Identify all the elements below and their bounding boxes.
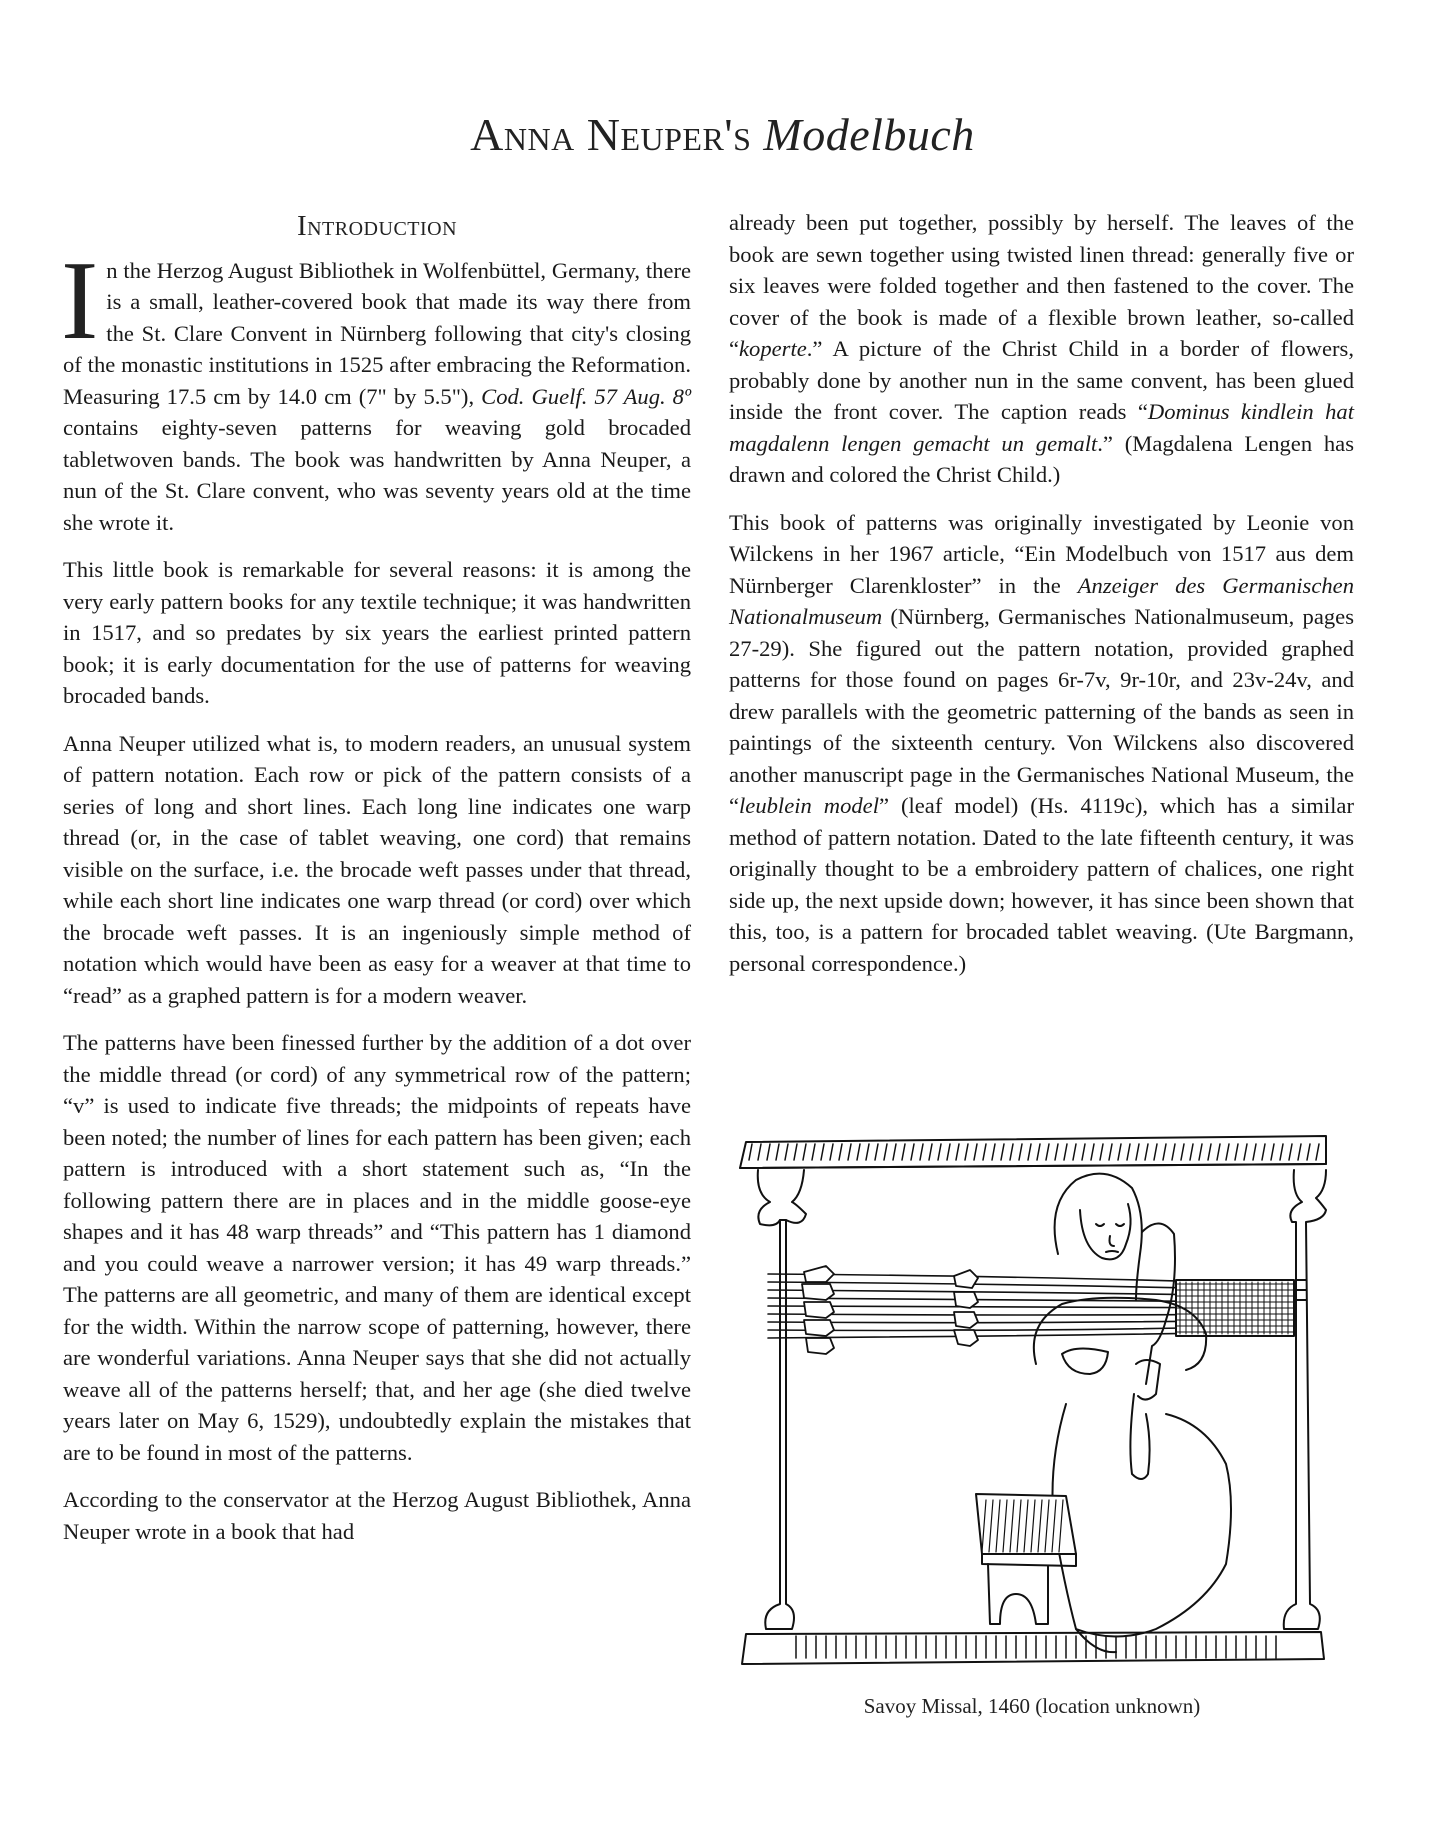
- italic-term: leublein model: [739, 793, 879, 818]
- figure-caption: Savoy Missal, 1460 (location unknown): [863, 1694, 1201, 1718]
- bottom-beam: [742, 1632, 1324, 1664]
- paragraph-notation: Anna Neuper utilized what is, to modern readers, an unusual system of pattern notation. Each row or pick of the pattern consists of a series of long and short lines. Each long line indicates one warp thread (or, in the case of tablet weaving, one cord) that remains visible on the surface, i.e. the brocade weft passes under that thread, while each short line indicates one warp thread (or cord) over which the brocade weft passes. It is an ingeniously simple method of notation which would have been as easy for a weaver at that time to “read” as a graphed pattern is for a modern weaver.: [63, 730, 691, 1008]
- left-column-pillar: [758, 1170, 806, 1629]
- paragraph-research: [729, 507, 1354, 980]
- paragraph-text: n the Herzog August Bibliothek in Wolfenbüttel, Germany, there is a small, leather-covered book that made its way there from the St. Clare Convent in Nürnberg following that city's closing of the monastic institutions in 1525 after embracing the Reformation. Measuring 17.5 cm by 14.0 cm (7" by 5.5"),: [63, 257, 691, 409]
- paragraph-text: ” (leaf model) (Hs. 4119c), which has a similar method of pattern notation. Dated to the late fifteenth century, it was originally thought to be a embroidery pattern of chalices, one right side up, the next upside down; however, it has since been shown that this, too, is a pattern for brocaded tablet weaving. (Ute Bargmann, personal correspondence.): [729, 793, 1354, 976]
- italic-term: koperte: [739, 336, 807, 361]
- paragraph-remarkable: This little book is remarkable for several reasons: it is among the very early pattern books for any textile technique; it was handwritten in 1517, and so predates by six years the earliest printed pattern book; it is early documentation for the use of patterns for weaving brocaded bands.: [63, 557, 691, 708]
- paragraph-conservator: According to the conservator at the Herzog August Bibliothek, Anna Neuper wrote in a book that had: [63, 1487, 691, 1544]
- italic-quote: Dominus kindlein hat magdalenn lengen gemacht un gemalt: [729, 399, 1354, 456]
- title-smallcaps: Anna Neuper's: [470, 109, 752, 160]
- italic-journal: Anzeiger des Germanischen Nationalmuseum: [729, 572, 1354, 629]
- paragraph-binding: [729, 207, 1354, 491]
- paragraph-text: .” (Magdalena Lengen has drawn and colored the Christ Child.): [729, 430, 1354, 487]
- title-italic: Modelbuch: [763, 109, 975, 160]
- top-beam: [740, 1136, 1326, 1168]
- loom-illustration: [736, 1124, 1328, 1672]
- italic-citation: Cod. Guelf. 57 Aug. 8º: [481, 383, 691, 409]
- woven-band: [1176, 1280, 1294, 1336]
- page-title: [0, 108, 1445, 161]
- drop-cap: I: [61, 238, 99, 363]
- section-heading: Introduction: [296, 210, 458, 242]
- paragraph-text: already been put together, possibly by herself. The leaves of the book are sewn together using twisted linen thread: generally five or six leaves were folded together and then fastened to the cover. The cover of the book is made of a flexible brown leather, so-called “: [729, 210, 1354, 361]
- paragraph-text: .” A picture of the Christ Child in a border of flowers, probably done by another nun in the same convent, has been glued inside the front cover. The caption reads “: [729, 336, 1354, 424]
- paragraph-intro: [61, 238, 691, 539]
- right-column-pillar: [1284, 1170, 1326, 1629]
- weaver-figure: [1034, 1174, 1231, 1653]
- paragraph-text: contains eighty-seven patterns for weaving gold brocaded tabletwoven bands. The book was handwritten by Anna Neuper, a nun of the St. Clare convent, who was seventy years old at the time she wrote it.: [63, 415, 691, 535]
- paragraph-text: (Nürnberg, Germanisches Nationalmuseum, pages 27-29). She figured out the pattern notation, provided graphed patterns for those found on pages 6r-7v, 9r-10r, and 23v-24v, and drew parallels with the geometric patterning of the bands as seen in paintings of the sixteenth century. Von Wilckens also discovered another manuscript page in the Germanisches National Museum, the “: [729, 604, 1354, 818]
- paragraph-text: This book of patterns was originally investigated by Leonie von Wilckens in her 1967 article, “Ein Modelbuch von 1517 aus dem Nürnberger Clarenkloster” in the: [729, 509, 1354, 598]
- paragraph-finessed: The patterns have been finessed further by the addition of a dot over the middle thread (or cord) of any symmetrical row of the pattern; “v” is used to indicate five threads; the midpoints of repeats have been noted; the number of lines for each pattern has been given; each pattern is introduced with a short statement such as, “In the following pattern there are in places and in the middle goose-eye shapes and it has 48 warp threads” and “This pattern has 1 diamond and you could weave a narrower version; it has 49 warp threads.” The patterns are all geometric, and many of them are identical except for the width. Within the narrow scope of patterning, however, there are wonderful variations. Anna Neuper says that she did not actually weave all of the patterns herself; that, and her age (she died twelve years later on May 6, 1529), undoubtedly explain the mistakes that are to be found in most of the patterns.: [63, 1030, 691, 1465]
- right-column: [729, 207, 1354, 995]
- weaving-tablets: [802, 1266, 978, 1354]
- left-column: [63, 205, 691, 1563]
